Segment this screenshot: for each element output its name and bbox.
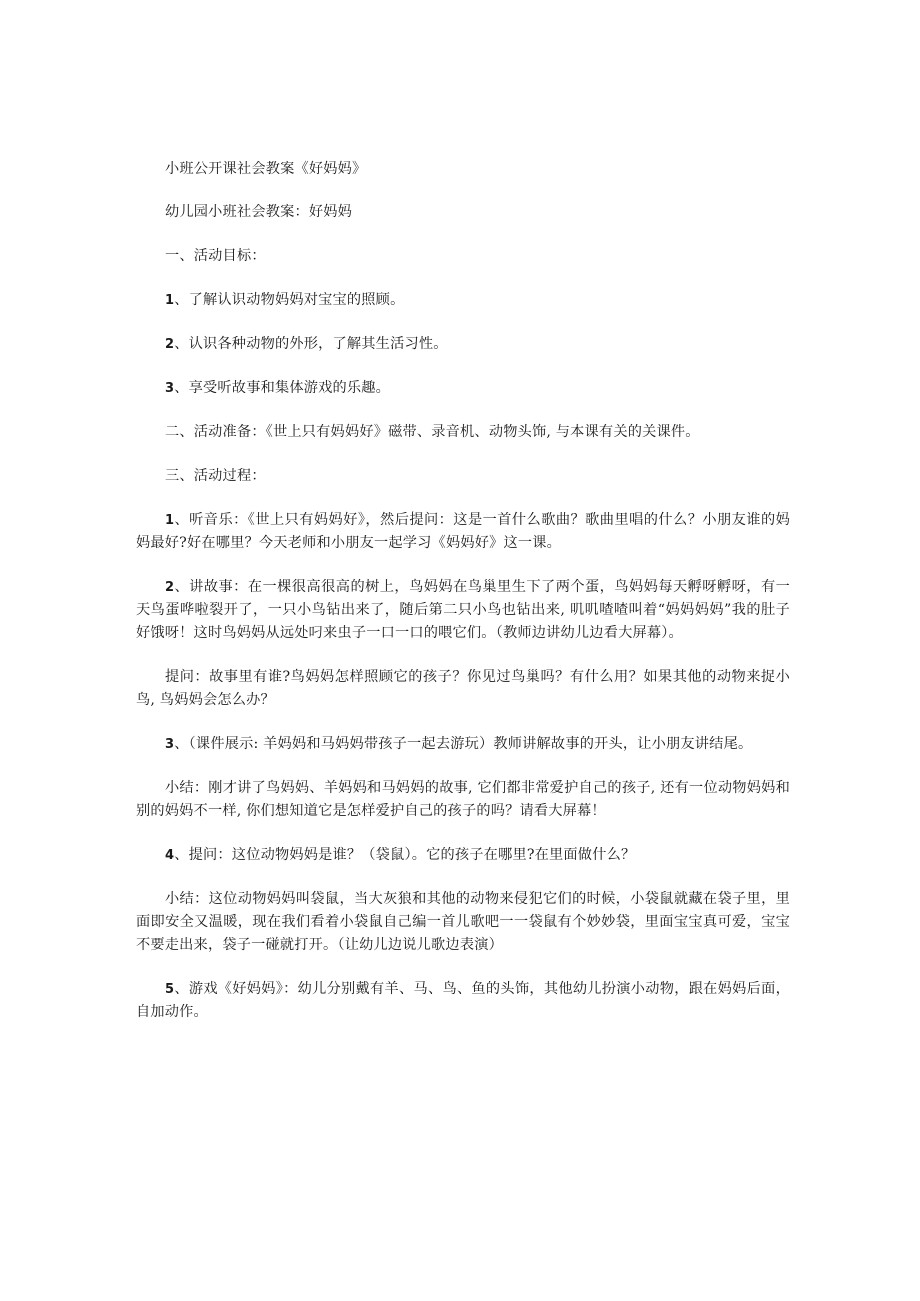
step-item: [136, 509, 790, 555]
step-item: [136, 576, 790, 645]
goal-number: 1: [165, 293, 175, 308]
section-preparation: 二、活动准备：《世上只有妈妈好》磁带、录音机、动物头饰, 与本课有关的关课件。: [165, 424, 700, 440]
summary-paragraph: 小结：这位动物妈妈叫袋鼠，当大灰狼和其他的动物来侵犯它们的时候，小袋鼠就藏在袋子里，里面即安全又温暖，现在我们看着小袋鼠自己编一首儿歌吧一一袋鼠有个妙妙袋，里面宝宝真可爱，宝宝不要走出来，袋子一碰就打开。（让幼儿边说儿歌边表演）: [136, 891, 790, 953]
question-paragraph: 提问：故事里有谁?鸟妈妈怎样照顾它的孩子？你见过鸟巢吗？有什么用？如果其他的动物来捉小鸟, 鸟妈妈会怎么办？: [136, 669, 790, 708]
summary-paragraph: 小结：刚才讲了鸟妈妈、羊妈妈和马妈妈的故事, 它们都非常爱护自己的孩子, 还有一位动物妈妈和别的妈妈不一样, 你们想知道它是怎样爱护自己的孩子的吗？请看大屏幕！: [136, 780, 790, 819]
step-item: [136, 733, 790, 756]
step-number: 3: [165, 737, 175, 752]
section-heading-process: 三、活动过程：: [165, 468, 266, 484]
goal-number: 2: [165, 337, 175, 352]
step-number: 5: [165, 982, 175, 997]
step-text: 、（课件展示: 羊妈妈和马妈妈带孩子一起去游玩）教师讲解故事的开头，让小朋友讲结尾。: [174, 736, 753, 752]
step-number: 1: [165, 513, 175, 528]
step-item: [136, 978, 790, 1024]
step-number: 2: [165, 580, 175, 595]
step-text: 、讲故事：在一棵很高很高的树上，鸟妈妈在鸟巢里生下了两个蛋，鸟妈妈每天孵呀孵呀，有一天鸟蛋哗啦裂开了，一只小鸟钻出来了，随后第二只小鸟也钻出来, 叽叽喳喳叫着“妈妈妈妈”我的肚子好饿呀！这时鸟妈妈从远处叼来虫子一口一口的喂它们。（教师边讲幼儿边看大屏幕）。: [136, 579, 790, 641]
step-text: 、游戏《好妈妈》：幼儿分别戴有羊、马、鸟、鱼的头饰，其他幼儿扮演小动物，跟在妈妈后面，自加动作。: [136, 981, 790, 1020]
goal-item: [136, 333, 790, 356]
goal-text: 、了解认识动物妈妈对宝宝的照顾。: [174, 292, 405, 308]
step-number: 4: [165, 848, 175, 863]
document-subtitle: 幼儿园小班社会教案：好妈妈: [165, 204, 353, 220]
step-item: [136, 844, 790, 867]
document-title: 小班公开课社会教案《好妈妈》: [165, 161, 367, 177]
goal-text: 、享受听故事和集体游戏的乐趣。: [174, 380, 391, 396]
section-heading-goals: 一、活动目标：: [165, 248, 266, 264]
goal-item: [136, 289, 790, 312]
step-text: 、提问：这位动物妈妈是谁？（袋鼠）。它的孩子在哪里?在里面做什么？: [174, 847, 636, 863]
document-body: [136, 158, 790, 1045]
step-text: 、听音乐：《世上只有妈妈好》，然后提问：这是一首什么歌曲？歌曲里唱的什么？小朋友谁的妈妈最好?好在哪里？今天老师和小朋友一起学习《妈妈好》这一课。: [136, 512, 790, 551]
goal-text: 、认识各种动物的外形，了解其生活习性。: [174, 336, 448, 352]
goal-number: 3: [165, 381, 175, 396]
goal-item: [136, 377, 790, 400]
